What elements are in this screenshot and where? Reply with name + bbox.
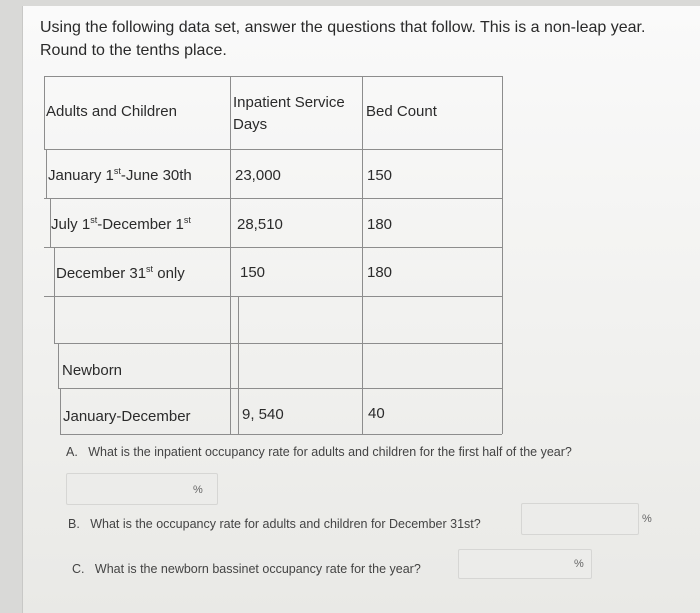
question-b: B. What is the occupancy rate for adults and children for December 31st?: [68, 517, 481, 531]
row-period: July 1st-December 1st: [51, 215, 191, 233]
row-service-days: 28,510: [237, 216, 283, 233]
row-period: January-December: [63, 408, 191, 425]
header-inpatient-service-days: Inpatient Service Days: [233, 94, 345, 133]
col-border: [44, 76, 45, 149]
header-bed-count: Bed Count: [366, 103, 437, 120]
percent-unit-c: %: [574, 558, 584, 570]
row-divider: [44, 247, 502, 248]
row-newborn-label: Newborn: [62, 362, 123, 379]
question-a: A. What is the inpatient occupancy rate for adults and children for the first half of the year?: [66, 445, 572, 459]
col-border: [362, 76, 363, 434]
row-divider: [54, 343, 502, 344]
col-border: [46, 149, 47, 198]
col-border: [60, 388, 61, 434]
row-divider: [44, 198, 502, 199]
row-divider: [58, 388, 502, 389]
row-divider: [44, 149, 502, 150]
row-bed-count: 180: [367, 216, 393, 233]
answer-b-input[interactable]: [521, 503, 639, 535]
row-service-days: 9, 540: [242, 406, 284, 423]
row-period: December 31st only: [56, 264, 185, 282]
header-adults-children: Adults and Children: [46, 103, 177, 120]
answer-c-input[interactable]: [458, 549, 592, 579]
percent-unit-b: %: [642, 513, 652, 525]
col-border: [502, 76, 503, 434]
row-service-days: 150: [240, 264, 266, 281]
col-border: [58, 343, 59, 388]
instructions: Using the following data set, answer the questions that follow. This is a non-leap year. Round to the tenths place.: [40, 19, 646, 59]
row-service-days: 23,000: [235, 167, 281, 184]
percent-unit-a: %: [193, 484, 203, 496]
question-c: C. What is the newborn bassinet occupancy rate for the year?: [72, 562, 421, 576]
col-border: [238, 296, 239, 434]
col-border: [54, 247, 55, 343]
row-bed-count: 40: [368, 405, 385, 422]
table-border-top: [44, 76, 502, 77]
row-divider: [44, 296, 502, 297]
row-bed-count: 180: [367, 264, 393, 281]
col-border: [230, 76, 231, 434]
row-period: January 1st-June 30th: [48, 166, 192, 184]
table-border-bottom: [60, 434, 502, 435]
row-bed-count: 150: [367, 167, 393, 184]
